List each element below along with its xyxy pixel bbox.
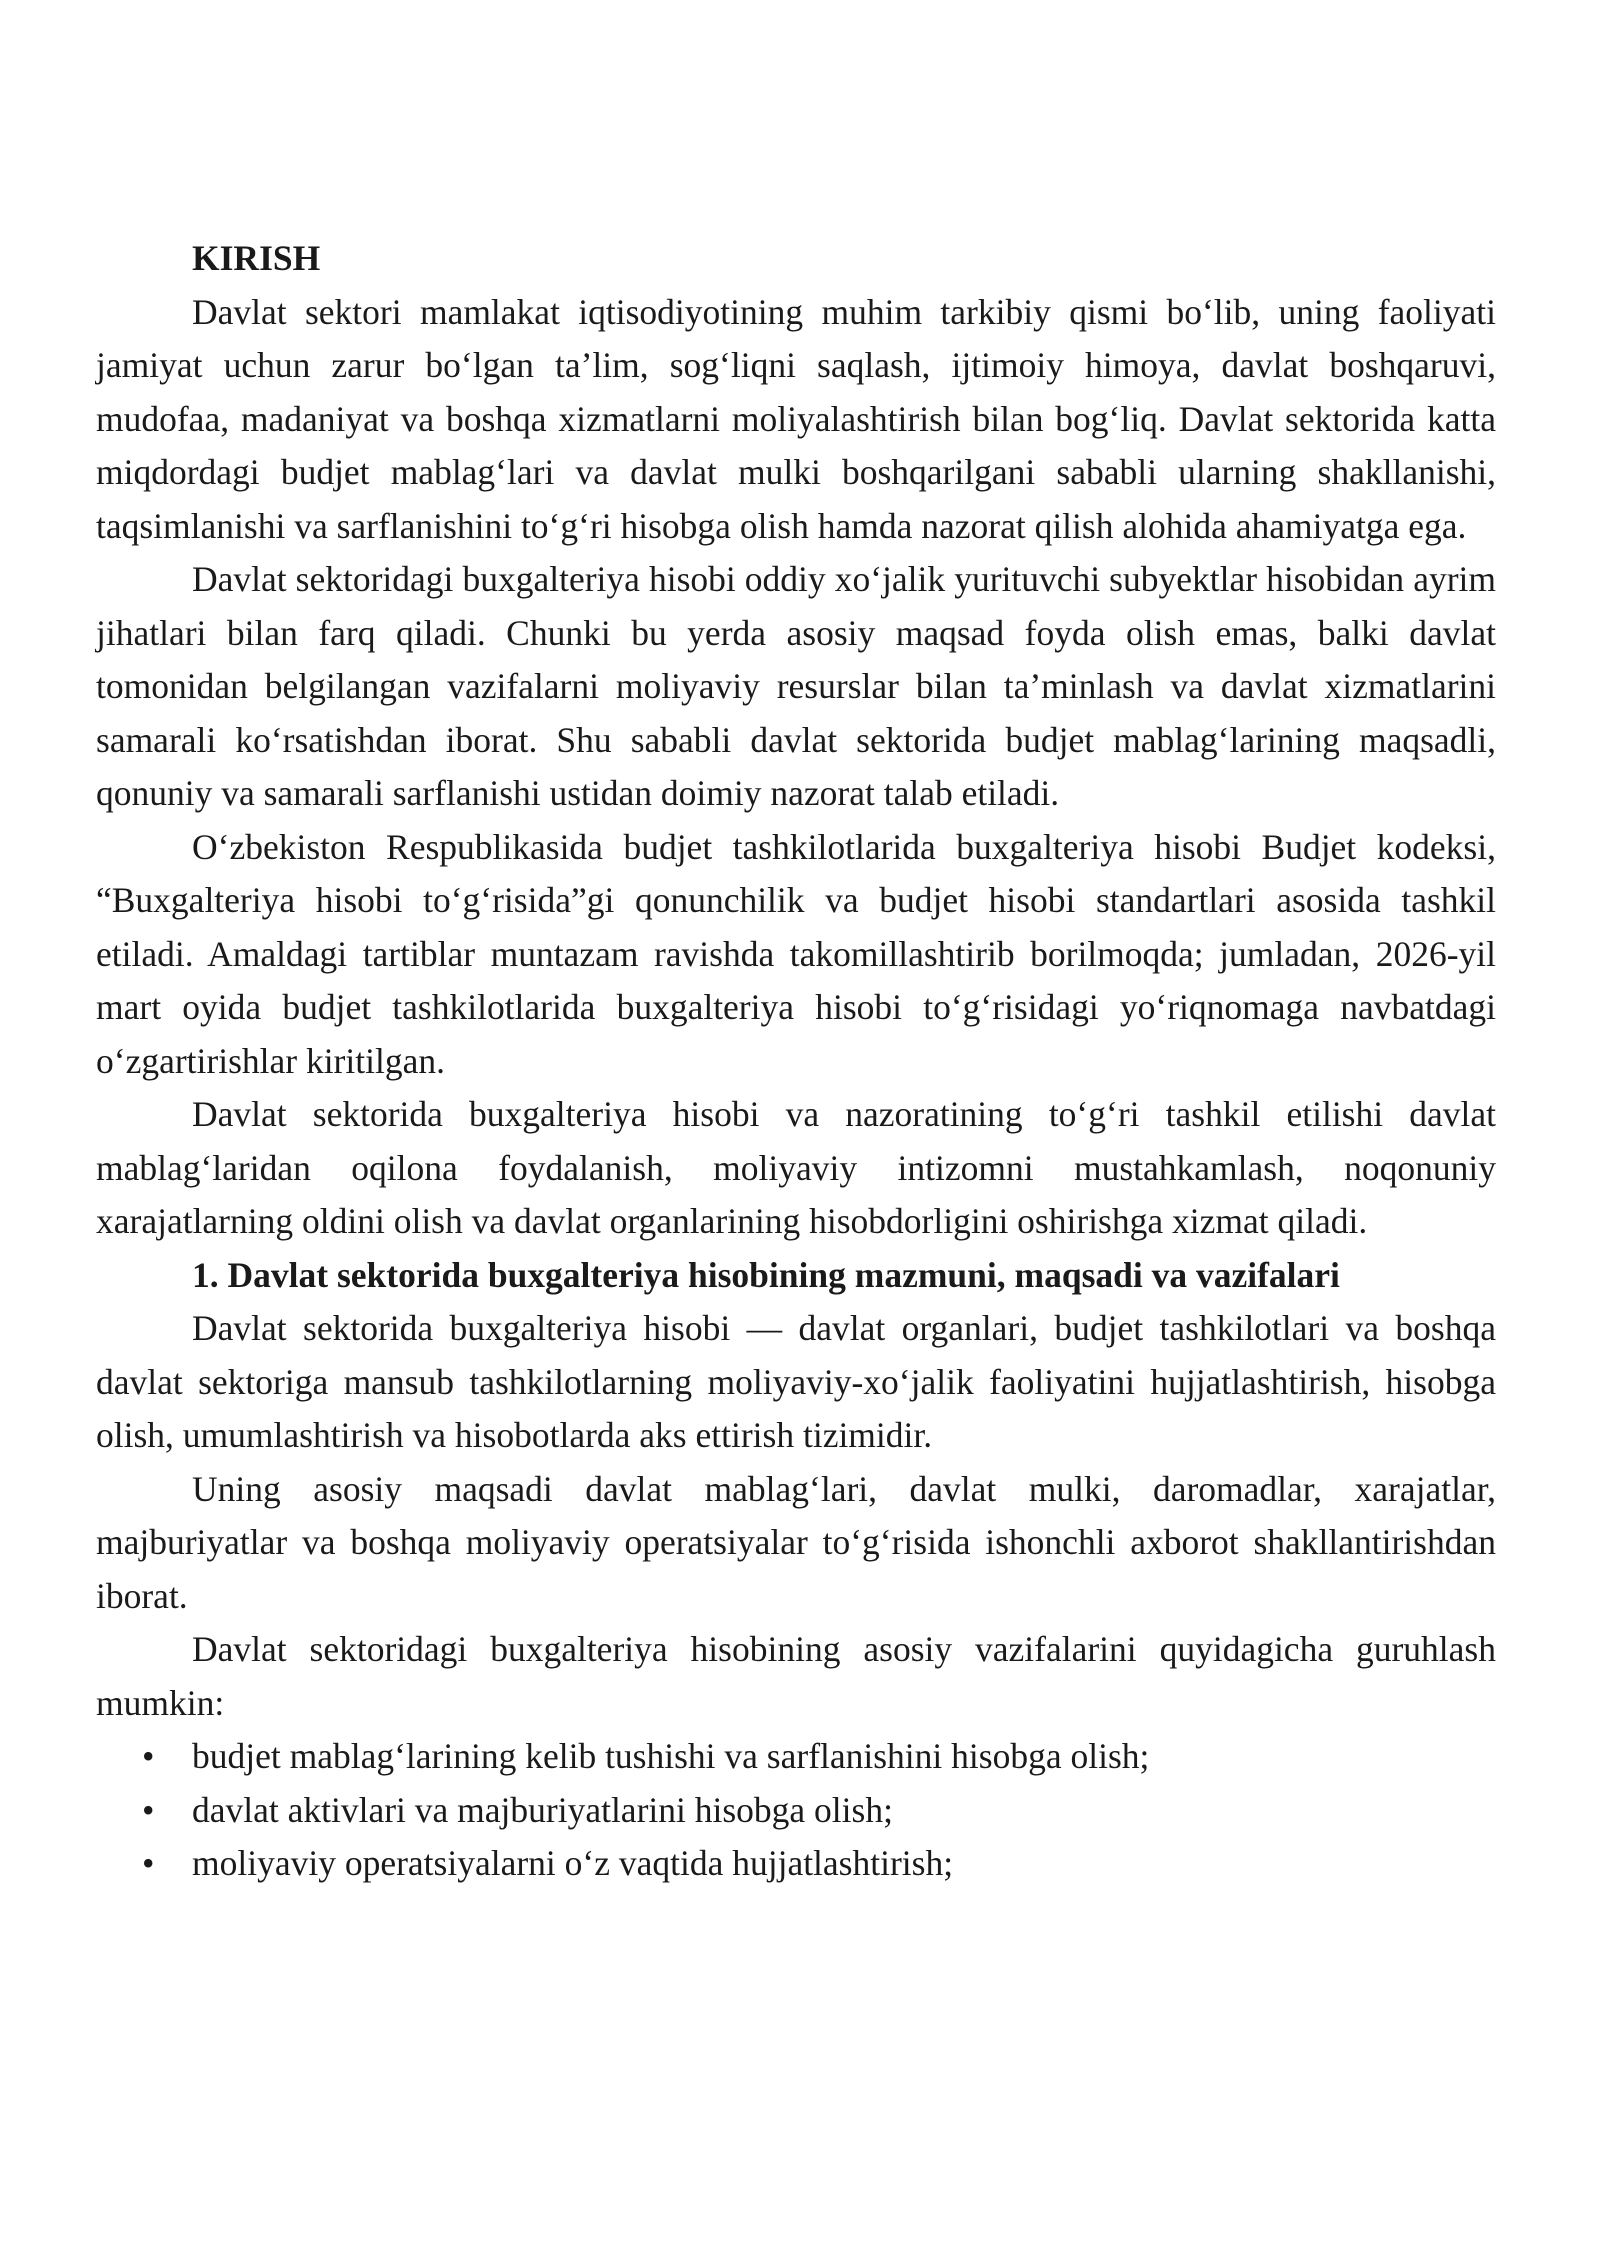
intro-paragraph-2: Davlat sektoridagi buxgalteriya hisobi oddiy xo‘jalik yurituvchi subyektlar hisobidan ayrim jihatlari bilan farq qiladi. Chunki bu yerda asosiy maqsad foyda olish emas, balki davlat tomonidan belgilangan vazifalarni moliyaviy resurslar bilan ta’minlash va davlat xizmatlarini samarali ko‘rsatishdan iborat. Shu sababli davlat sektorida budjet mablag‘larining maqsadli, qonuniy va samarali sarflanishi ustidan doimiy nazorat talab etiladi. <box>96 559 1496 813</box>
list-item-text: moliyaviy operatsiyalarni o‘z vaqtida hujjatlashtirish; <box>192 1843 954 1883</box>
list-item <box>96 1730 1496 1784</box>
intro-paragraph-4: Davlat sektorida buxgalteriya hisobi va nazoratining to‘g‘ri tashkil etilishi davlat mablag‘laridan oqilona foydalanish, moliyaviy intizomni mustahkamlash, noqonuniy xarajatlarning oldini olish va davlat organlarining hisobdorligini oshirishga xizmat qiladi. <box>96 1094 1496 1241</box>
bullet-icon: • <box>142 1736 155 1776</box>
task-list <box>96 1730 1496 1891</box>
bullet-icon: • <box>142 1789 155 1830</box>
section-paragraph-3: Davlat sektoridagi buxgalteriya hisobining asosiy vazifalarini quyidagicha guruhlash mumkin: <box>96 1629 1496 1723</box>
document-heading: KIRISH <box>192 238 321 278</box>
list-item-text: budjet mablag‘larining kelib tushishi va sarflanishini hisobga olish; <box>192 1736 1150 1776</box>
section-paragraph-1: Davlat sektorida buxgalteriya hisobi — davlat organlari, budjet tashkilotlari va boshqa davlat sektoriga mansub tashkilotlarning moliyaviy-xo‘jalik faoliyatini hujjatlashtirish, hisobga olish, umumlashtirish va hisobotlarda aks ettirish tizimidir. <box>96 1308 1496 1455</box>
intro-paragraph-1: Davlat sektori mamlakat iqtisodiyotining muhim tarkibiy qismi bo‘lib, uning faoliyati jamiyat uchun zarur bo‘lgan ta’lim, sog‘liqni saqlash, ijtimoiy himoya, davlat boshqaruvi, mudofaa, madaniyat va boshqa xizmatlarni moliyalashtirish bilan bog‘liq. Davlat sektorida katta miqdordagi budjet mablag‘lari va davlat mulki boshqarilgani sababli ularning shakllanishi, taqsimlanishi va sarflanishini to‘g‘ri hisobga olish hamda nazorat qilish alohida ahamiyatga ega. <box>96 291 1496 546</box>
list-item-text: davlat aktivlari va majburiyatlarini hisobga olish; <box>192 1789 893 1830</box>
intro-paragraph-3: O‘zbekiston Respublikasida budjet tashkilotlarida buxgalteriya hisobi Budjet kodeksi, “Buxgalteriya hisobi to‘g‘risida”gi qonunchilik va budjet hisobi standartlari asosida tashkil etiladi. Amaldagi tartiblar muntazam ravishda takomillashtirib borilmoqda; jumladan, 2026-yil mart oyida budjet tashkilotlarida buxgalteriya hisobi to‘g‘risidagi yo‘riqnomaga navbatdagi o‘zgartirishlar kiritilgan. <box>96 826 1496 1081</box>
list-item <box>96 1837 1496 1891</box>
bullet-icon: • <box>142 1843 155 1883</box>
section-paragraph-2: Uning asosiy maqsadi davlat mablag‘lari, davlat mulki, daromadlar, xarajatlar, majburiyatlar va boshqa moliyaviy operatsiyalar to‘g‘risida ishonchli axborot shakllantirishdan iborat. <box>96 1468 1496 1616</box>
document-page <box>96 232 1496 1891</box>
section-title: 1. Davlat sektorida buxgalteriya hisobining mazmuni, maqsadi va vazifalari <box>192 1254 1340 1295</box>
list-item <box>96 1784 1496 1838</box>
